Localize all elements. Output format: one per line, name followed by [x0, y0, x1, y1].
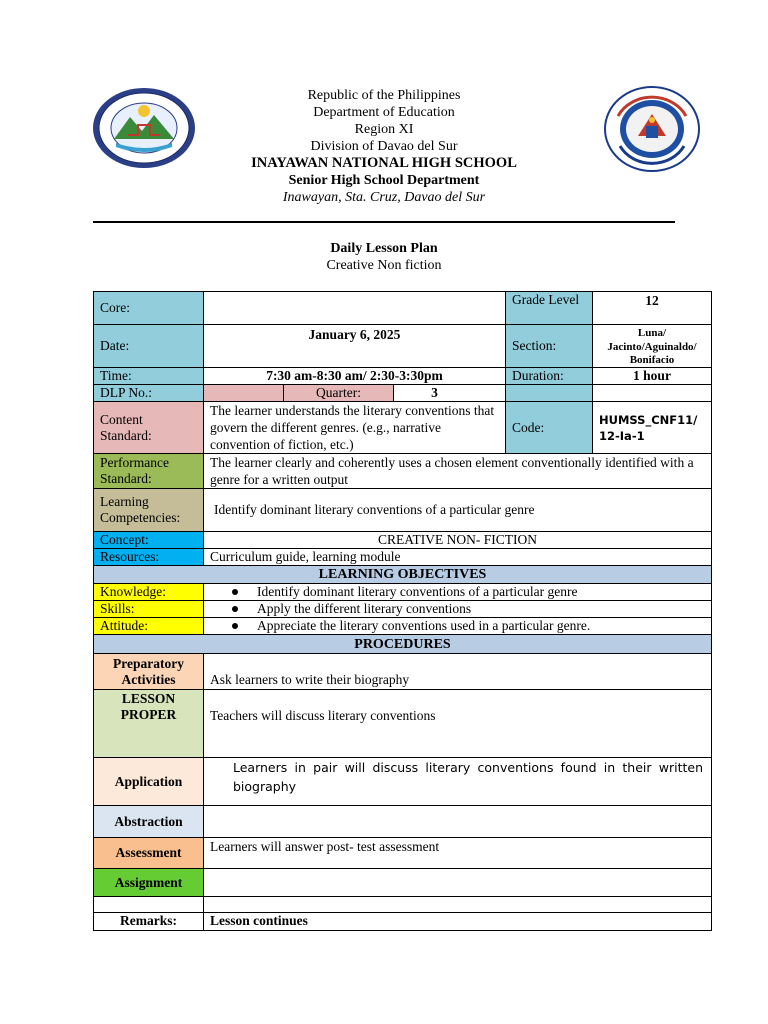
- header-division: Division of Davao del Sur: [310, 139, 458, 154]
- header-divider: [93, 221, 675, 223]
- bullet-icon: [232, 623, 238, 629]
- code-value: HUMSS_CNF11/12-Ia-1: [592, 401, 712, 454]
- remarks-label: Remarks:: [93, 912, 204, 931]
- dlp-blank-label: [505, 384, 593, 402]
- header-region: Region XI: [354, 122, 414, 137]
- skills-label: Skills:: [93, 600, 204, 618]
- concept-label: Concept:: [93, 531, 204, 549]
- time-value: 7:30 am-8:30 am/ 2:30-3:30pm: [203, 367, 506, 385]
- resources-value: Curriculum guide, learning module: [203, 548, 712, 566]
- dlp-label: DLP No.:: [93, 384, 204, 402]
- header-department: Department of Education: [313, 105, 455, 120]
- performance-standard-value: The learner clearly and coherently uses a chosen element conventionally identified with a genre for a written output: [203, 453, 712, 489]
- time-label: Time:: [93, 367, 204, 385]
- skills-row: [203, 600, 712, 618]
- learning-objectives-header: LEARNING OBJECTIVES: [93, 565, 712, 584]
- attitude-value: Appreciate the literary conventions used in a particular genre.: [257, 618, 591, 633]
- content-standard-value: The learner understands the literary conventions that govern the different genres. (e.g., narrative convention of fiction, etc.): [203, 401, 506, 454]
- date-value: January 6, 2025: [203, 324, 506, 368]
- bullet-icon: [232, 589, 238, 595]
- quarter-value: 3: [393, 384, 506, 402]
- header-school-name: INAYAWAN NATIONAL HIGH SCHOOL: [251, 155, 517, 171]
- knowledge-row: [203, 583, 712, 601]
- concept-value: CREATIVE NON- FICTION: [203, 531, 712, 549]
- section-value: Luna/ Jacinto/Aguinaldo/ Bonifacio: [592, 324, 712, 368]
- learning-competencies-value: Identify dominant literary conventions of a particular genre: [203, 488, 712, 532]
- header-department-name: Senior High School Department: [288, 173, 480, 188]
- dlp-value[interactable]: [203, 384, 284, 402]
- content-standard-label: Content Standard:: [93, 401, 204, 454]
- date-label: Date:: [93, 324, 204, 368]
- procedures-header: PROCEDURES: [93, 634, 712, 654]
- remarks-value: Lesson continues: [203, 912, 712, 931]
- lesson-proper-value: Teachers will discuss literary conventions: [203, 689, 712, 758]
- application-value: Learners in pair will discuss literary conventions found in their written biography: [203, 757, 712, 806]
- lesson-proper-label: LESSON PROPER: [93, 689, 204, 758]
- attitude-row: [203, 617, 712, 635]
- blank-row-value: [203, 896, 712, 913]
- dlp-blank-value: [592, 384, 712, 402]
- duration-value: 1 hour: [592, 367, 712, 385]
- duration-label: Duration:: [505, 367, 593, 385]
- core-label: Core:: [93, 291, 204, 325]
- preparatory-value: Ask learners to write their biography: [203, 653, 712, 690]
- quarter-label: Quarter:: [283, 384, 394, 402]
- section-label: Section:: [505, 324, 593, 368]
- application-label: Application: [93, 757, 204, 806]
- header-address: Inawayan, Sta. Cruz, Davao del Sur: [282, 190, 486, 205]
- resources-label: Resources:: [93, 548, 204, 566]
- blank-row-label: [93, 896, 204, 913]
- assessment-label: Assessment: [93, 837, 204, 869]
- knowledge-label: Knowledge:: [93, 583, 204, 601]
- abstraction-value[interactable]: [203, 805, 712, 838]
- preparatory-label: Preparatory Activities: [93, 653, 204, 690]
- assignment-value[interactable]: [203, 868, 712, 897]
- grade-level-value: 12: [592, 291, 712, 325]
- knowledge-value: Identify dominant literary conventions of a particular genre: [257, 584, 578, 599]
- learning-competencies-label: Learning Competencies:: [93, 488, 204, 532]
- bullet-icon: [232, 606, 238, 612]
- letterhead: [0, 87, 768, 206]
- header-republic: Republic of the Philippines: [307, 88, 461, 103]
- performance-standard-label: Performance Standard:: [93, 453, 204, 489]
- core-value[interactable]: [203, 291, 506, 325]
- grade-level-label: Grade Level: [505, 291, 593, 325]
- abstraction-label: Abstraction: [93, 805, 204, 838]
- code-label: Code:: [505, 401, 593, 454]
- assessment-value: Learners will answer post- test assessment: [203, 837, 712, 869]
- skills-value: Apply the different literary conventions: [257, 601, 472, 616]
- attitude-label: Attitude:: [93, 617, 204, 635]
- document-subtitle: Creative Non fiction: [326, 258, 442, 273]
- document-title: Daily Lesson Plan: [330, 241, 438, 256]
- assignment-label: Assignment: [93, 868, 204, 897]
